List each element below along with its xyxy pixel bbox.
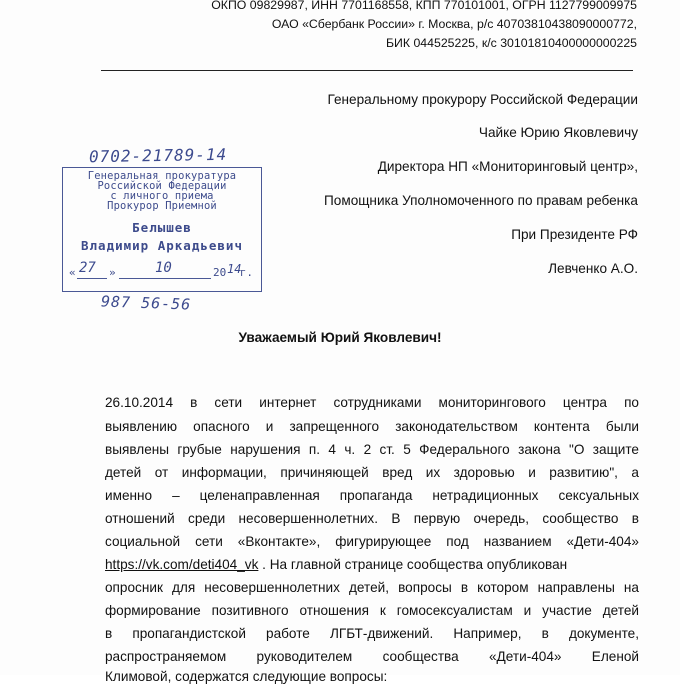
vk-community-link[interactable]: https://vk.com/deti404_vk: [105, 557, 259, 572]
letterhead-codes: ОКПО 09829987, ИНН 7701168558, КПП 770101001, ОГРН 1127799009975: [211, 0, 637, 12]
letterhead-divider: [101, 70, 633, 71]
stamp-date-day: 27: [79, 260, 96, 276]
stamp-date-month-line: [119, 278, 211, 279]
stamp-given-names: Владимир Аркадьевич: [81, 238, 243, 253]
body-line: 26.10.2014 в сети интернет сотрудниками мониторингового центра по: [105, 395, 639, 410]
stamp-date-month: 10: [155, 260, 172, 276]
stamp-line: Прокурор Приемной: [107, 200, 217, 212]
stamp-surname: Белышев: [132, 220, 192, 235]
stamp-line: с личного приема: [110, 190, 214, 202]
body-line: выявлены грубые нарушения п. 4 ч. 2 ст. 5 Федерального закона "О защите: [105, 442, 639, 457]
stamp-line: Российской Федерации: [97, 180, 227, 192]
body-line: выявлению опасного и запрещенного законодательством контента были: [105, 419, 639, 434]
stamp-date-year: 14: [227, 262, 242, 276]
stamp-date-quote-close: »: [109, 266, 116, 279]
body-line: Климовой, содержатся следующие вопросы:: [105, 669, 388, 684]
stamp-date-day-line: [77, 278, 107, 279]
addressee-line: Чайке Юрию Яковлевичу: [478, 125, 638, 140]
body-line: распространяемом руководителем сообщества «Дети-404» Еленой: [105, 649, 639, 664]
body-line: детей от информации, причиняющей вред их здоровью и развитию", а: [105, 465, 639, 480]
addressee-line: Помощника Уполномоченного по правам ребенка: [324, 193, 638, 208]
addressee-line: Директора НП «Мониторинговый центр»,: [377, 159, 638, 174]
body-line: именно – целенаправленная пропаганда нетрадиционных сексуальных: [105, 488, 639, 503]
handwritten-number-below-stamp: 987 56-56: [100, 292, 192, 314]
stamp-date-year-prefix: 20: [213, 266, 227, 279]
handwritten-registration-number: 0702-21789-14: [88, 144, 228, 167]
letterhead-bik: БИК 044525225, к/с 30101810400000000225: [385, 36, 637, 50]
body-line: в пропагандистской работе ЛГБТ-движений. Например, в документе,: [105, 626, 639, 641]
addressee-line: Генеральному прокурору Российской Федерации: [327, 92, 638, 107]
body-line: социальной сети «Вконтакте», фигурирующее под названием «Дети-404»: [105, 534, 639, 549]
letterhead-bank: ОАО «Сбербанк России» г. Москва, р/с 40703810438090000772,: [271, 17, 637, 31]
addressee-line: Левченко А.О.: [548, 261, 638, 276]
stamp-date-year-suffix: г.: [239, 266, 253, 279]
greeting: Уважаемый Юрий Яковлевич!: [238, 330, 442, 345]
stamp-date: [69, 260, 255, 282]
stamp-line: Генеральная прокуратура: [87, 170, 237, 182]
body-line: опросник для несовершеннолетних детей, вопросы в котором направлены на: [105, 580, 639, 595]
stamp-date-quote-open: «: [69, 266, 76, 279]
addressee-line: При Президенте РФ: [511, 227, 638, 242]
body-line: [105, 556, 639, 576]
body-line-rest: . На главной странице сообщества опубликован: [258, 557, 568, 572]
body-line: отношений среди несовершеннолетних. В первую очередь, сообщество в: [105, 511, 639, 526]
body-line: формирование позитивного отношения к гомосексуалистам и участие детей: [105, 603, 639, 618]
reception-stamp: [62, 167, 262, 292]
